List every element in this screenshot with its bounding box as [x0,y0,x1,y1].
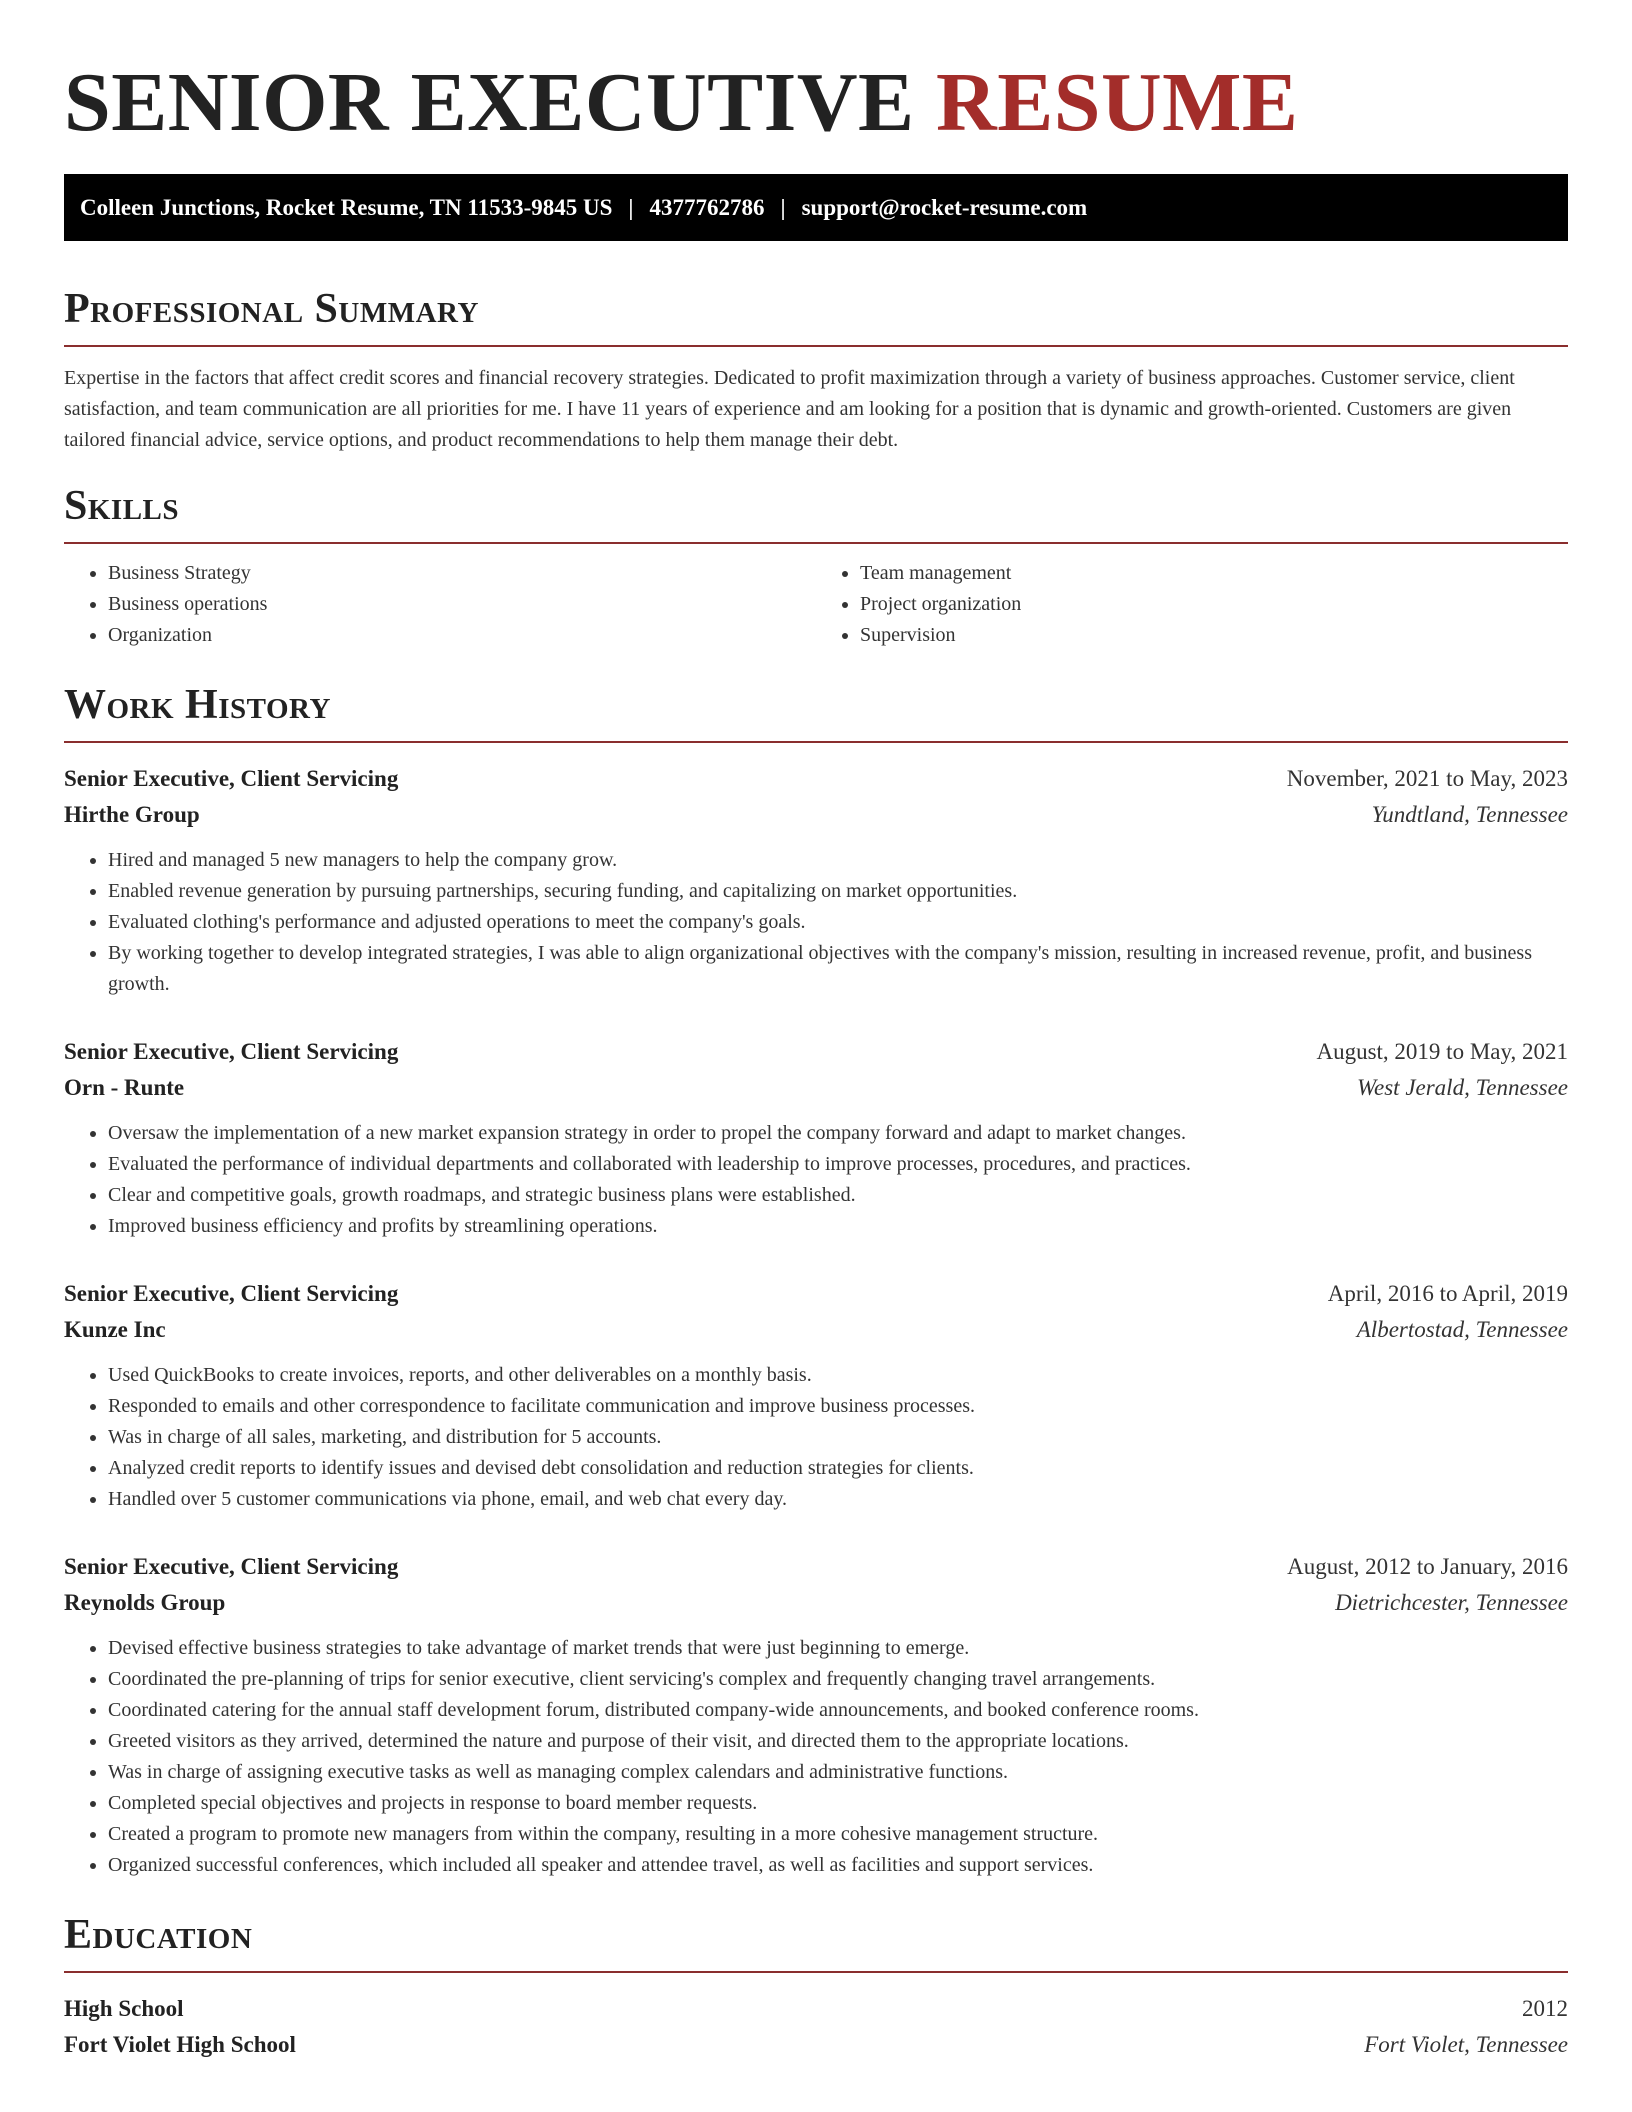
job-bullet: • Hired and managed 5 new managers to help the company grow. [108,845,1568,876]
job-bullet: • Organized successful conferences, which included all speaker and attendee travel, as well as facilities and support services. [108,1850,1568,1881]
contact-separator: | [628,194,634,220]
job-employer: Hirthe Group [64,802,200,827]
job-entry [64,1276,1568,1515]
education-school: Fort Violet High School [64,2032,296,2057]
job-bullet: • Was in charge of assigning executive tasks as well as managing complex calendars and administrative functions. [108,1757,1568,1788]
job-bullet: • Handled over 5 customer communications via phone, email, and web chat every day. [108,1484,1568,1515]
title-accent: RESUME [936,56,1299,149]
section-divider [64,542,1568,544]
skills-heading: Skills [64,483,180,529]
skill-item: • Project organization [860,589,1568,620]
summary-heading: Professional Summary [64,286,479,332]
job-bullet: • By working together to develop integrated strategies, I was able to align organizational objectives with the company's mission, resulting in increased revenue, profit, and business growth. [108,938,1568,1000]
education-degree: High School [64,1996,184,2021]
job-location: Yundtland, Tennessee [1371,802,1568,827]
contact-email: support@rocket-resume.com [801,194,1088,220]
job-header-row [64,1276,1568,1312]
skill-item: • Business Strategy [108,558,816,589]
job-header-row [64,761,1568,797]
job-bullet: • Clear and competitive goals, growth roadmaps, and strategic business plans were established. [108,1180,1568,1211]
skills-list-left [64,558,816,651]
job-bullet: • Analyzed credit reports to identify issues and devised debt consolidation and reduction strategies for clients. [108,1453,1568,1484]
job-role: Senior Executive, Client Servicing [64,1554,399,1579]
job-employer: Orn - Runte [64,1075,185,1100]
job-entry [64,1034,1568,1242]
job-bullet: • Was in charge of all sales, marketing, and distribution for 5 accounts. [108,1422,1568,1453]
job-bullets [64,1118,1568,1242]
job-header-row [64,1549,1568,1585]
skill-item: • Team management [860,558,1568,589]
skills-section [64,482,1568,651]
education-section [64,1911,1568,2063]
job-bullet: • Evaluated clothing's performance and adjusted operations to meet the company's goals. [108,907,1568,938]
resume-title [64,58,1568,148]
skills-grid [64,558,1568,651]
job-employer: Reynolds Group [64,1590,226,1615]
contact-address: Colleen Junctions, Rocket Resume, TN 11533-9845 US [80,194,613,220]
job-location: Dietrichcester, Tennessee [1335,1590,1568,1615]
job-entry [64,1549,1568,1881]
job-bullet: • Greeted visitors as they arrived, determined the nature and purpose of their visit, and directed them to the appropriate locations. [108,1726,1568,1757]
job-bullet: • Evaluated the performance of individual departments and collaborated with leadership to improve processes, procedures, and practices. [108,1149,1568,1180]
education-degree-row [64,1991,1568,2027]
work-heading: Work History [64,682,331,728]
contact-bar [64,174,1568,241]
job-employer-row [64,1585,1568,1621]
job-dates: April, 2016 to April, 2019 [1327,1281,1568,1306]
skill-item: • Business operations [108,589,816,620]
job-role: Senior Executive, Client Servicing [64,1039,399,1064]
education-heading: Education [64,1912,253,1958]
job-bullets [64,1633,1568,1881]
job-location: Albertostad, Tennessee [1356,1317,1568,1342]
job-bullet: • Used QuickBooks to create invoices, reports, and other deliverables on a monthly basis. [108,1360,1568,1391]
job-bullets [64,845,1568,1000]
contact-separator: | [780,194,786,220]
job-role: Senior Executive, Client Servicing [64,766,399,791]
job-dates: November, 2021 to May, 2023 [1286,766,1568,791]
job-bullet: • Completed special objectives and projects in response to board member requests. [108,1788,1568,1819]
job-employer-row [64,1070,1568,1106]
job-bullet: • Improved business efficiency and profits by streamlining operations. [108,1211,1568,1242]
job-employer: Kunze Inc [64,1317,166,1342]
job-bullet: • Responded to emails and other correspondence to facilitate communication and improve business processes. [108,1391,1568,1422]
skills-list-right [816,558,1568,651]
job-employer-row [64,797,1568,833]
section-divider [64,1971,1568,1973]
job-bullet: • Devised effective business strategies to take advantage of market trends that were just beginning to emerge. [108,1633,1568,1664]
job-header-row [64,1034,1568,1070]
skill-item: • Supervision [860,620,1568,651]
job-location: West Jerald, Tennessee [1356,1075,1568,1100]
education-entry [64,1991,1568,2063]
job-dates: August, 2019 to May, 2021 [1316,1039,1568,1064]
section-divider [64,741,1568,743]
work-section [64,681,1568,1881]
job-bullet: • Coordinated catering for the annual staff development forum, distributed company-wide announcements, and booked conference rooms. [108,1695,1568,1726]
job-role: Senior Executive, Client Servicing [64,1281,399,1306]
title-main: SENIOR EXECUTIVE [64,56,915,149]
job-bullets [64,1360,1568,1515]
summary-text: Expertise in the factors that affect credit scores and financial recovery strategies. Dedicated to profit maximization through a variety of business approaches. Customer service, client satisfaction, and team communication are all priorities for me. I have 11 years of experience and am looking for a position that is dynamic and growth-oriented. Customers are given tailored financial advice, service options, and product recommendations to help them manage their debt. [64,367,1515,451]
education-location: Fort Violet, Tennessee [1364,2032,1568,2057]
job-bullet: • Oversaw the implementation of a new market expansion strategy in order to propel the company forward and adapt to market changes. [108,1118,1568,1149]
job-dates: August, 2012 to January, 2016 [1287,1554,1568,1579]
summary-section [64,285,1568,456]
education-school-row [64,2027,1568,2063]
job-employer-row [64,1312,1568,1348]
job-bullet: • Created a program to promote new managers from within the company, resulting in a more cohesive management structure. [108,1819,1568,1850]
education-year: 2012 [1522,1996,1568,2021]
section-divider [64,345,1568,347]
skill-item: • Organization [108,620,816,651]
job-bullet: • Coordinated the pre-planning of trips for senior executive, client servicing's complex and frequently changing travel arrangements. [108,1664,1568,1695]
job-entry [64,761,1568,1000]
job-bullet: • Enabled revenue generation by pursuing partnerships, securing funding, and capitalizing on market opportunities. [108,876,1568,907]
contact-phone: 4377762786 [649,194,765,220]
